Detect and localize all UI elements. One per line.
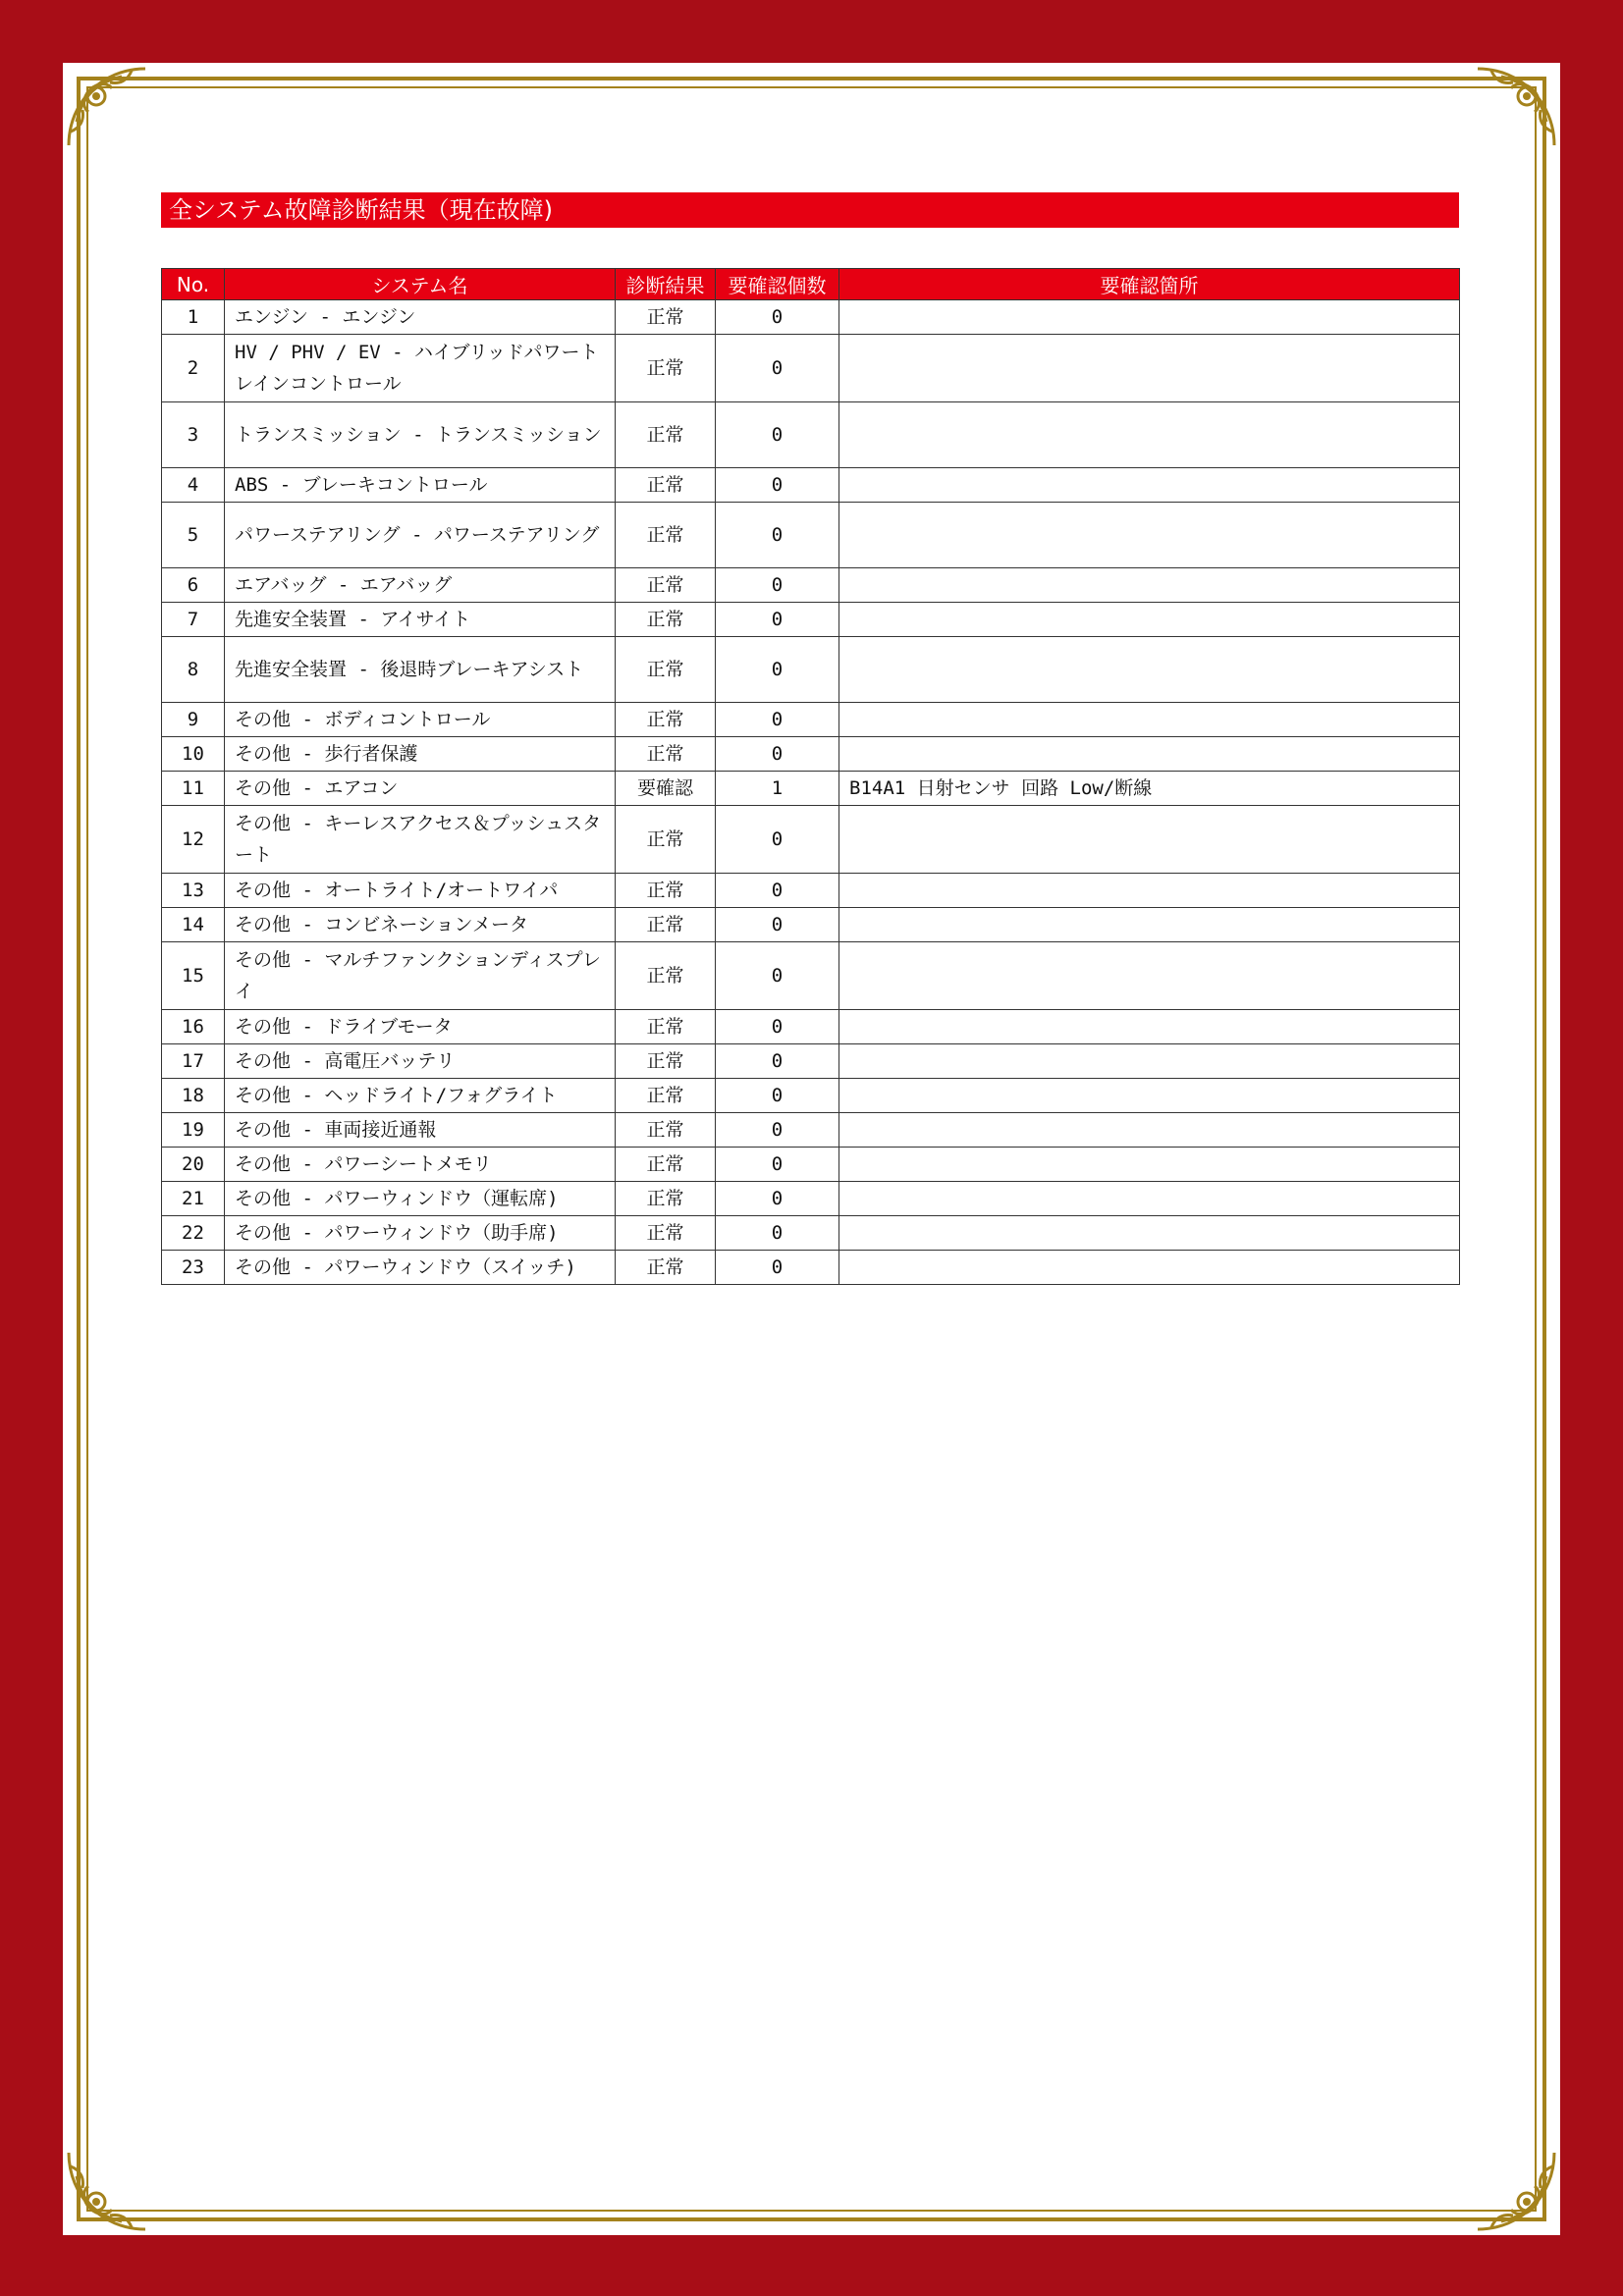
row-no: 4 bbox=[162, 468, 225, 503]
row-count: 0 bbox=[716, 874, 839, 908]
table-row bbox=[162, 772, 1460, 806]
row-no: 10 bbox=[162, 737, 225, 772]
row-result: 正常 bbox=[616, 1148, 716, 1182]
table-row bbox=[162, 1216, 1460, 1251]
row-location bbox=[839, 703, 1460, 737]
table-row bbox=[162, 1251, 1460, 1285]
row-location bbox=[839, 1182, 1460, 1216]
row-count: 0 bbox=[716, 1010, 839, 1044]
row-system: 先進安全装置 - アイサイト bbox=[225, 603, 616, 637]
row-result: 正常 bbox=[616, 1216, 716, 1251]
row-location bbox=[839, 1010, 1460, 1044]
corner-ornament-icon bbox=[1472, 2147, 1560, 2235]
row-no: 5 bbox=[162, 503, 225, 568]
table-row bbox=[162, 1044, 1460, 1079]
row-location bbox=[839, 1216, 1460, 1251]
row-result: 要確認 bbox=[616, 772, 716, 806]
row-no: 1 bbox=[162, 300, 225, 335]
row-count: 0 bbox=[716, 503, 839, 568]
row-result: 正常 bbox=[616, 1079, 716, 1113]
row-system: その他 - キーレスアクセス＆プッシュスタート bbox=[225, 806, 616, 874]
table-row bbox=[162, 300, 1460, 335]
table-header-row bbox=[162, 269, 1460, 300]
row-location bbox=[839, 603, 1460, 637]
row-count: 0 bbox=[716, 402, 839, 468]
row-no: 18 bbox=[162, 1079, 225, 1113]
row-no: 6 bbox=[162, 568, 225, 603]
row-location bbox=[839, 335, 1460, 402]
row-system: その他 - パワーウィンドウ（運転席) bbox=[225, 1182, 616, 1216]
row-result: 正常 bbox=[616, 300, 716, 335]
row-result: 正常 bbox=[616, 568, 716, 603]
row-result: 正常 bbox=[616, 874, 716, 908]
row-count: 0 bbox=[716, 1113, 839, 1148]
row-system: 先進安全装置 - 後退時ブレーキアシスト bbox=[225, 637, 616, 703]
report-title: 全システム故障診断結果（現在故障) bbox=[161, 192, 1459, 228]
row-count: 1 bbox=[716, 772, 839, 806]
row-location bbox=[839, 568, 1460, 603]
report-sheet bbox=[63, 63, 1560, 2235]
header-system: システム名 bbox=[225, 269, 616, 300]
row-system: その他 - 高電圧バッテリ bbox=[225, 1044, 616, 1079]
row-result: 正常 bbox=[616, 1182, 716, 1216]
row-count: 0 bbox=[716, 603, 839, 637]
row-location bbox=[839, 300, 1460, 335]
row-system: その他 - 車両接近通報 bbox=[225, 1113, 616, 1148]
row-location bbox=[839, 468, 1460, 503]
row-system: エンジン - エンジン bbox=[225, 300, 616, 335]
row-no: 7 bbox=[162, 603, 225, 637]
table-row bbox=[162, 1079, 1460, 1113]
table-row bbox=[162, 335, 1460, 402]
row-no: 8 bbox=[162, 637, 225, 703]
corner-ornament-icon bbox=[63, 2147, 151, 2235]
table-row bbox=[162, 637, 1460, 703]
row-location bbox=[839, 1148, 1460, 1182]
table-row bbox=[162, 468, 1460, 503]
row-count: 0 bbox=[716, 1044, 839, 1079]
table-row bbox=[162, 402, 1460, 468]
row-location bbox=[839, 806, 1460, 874]
row-no: 21 bbox=[162, 1182, 225, 1216]
row-no: 19 bbox=[162, 1113, 225, 1148]
row-location bbox=[839, 1044, 1460, 1079]
row-result: 正常 bbox=[616, 703, 716, 737]
row-result: 正常 bbox=[616, 503, 716, 568]
row-result: 正常 bbox=[616, 1044, 716, 1079]
row-system: その他 - パワーウィンドウ（助手席) bbox=[225, 1216, 616, 1251]
row-no: 14 bbox=[162, 908, 225, 942]
header-count: 要確認個数 bbox=[716, 269, 839, 300]
row-count: 0 bbox=[716, 942, 839, 1010]
row-no: 13 bbox=[162, 874, 225, 908]
corner-ornament-icon bbox=[63, 63, 151, 151]
row-result: 正常 bbox=[616, 1113, 716, 1148]
row-system: その他 - ドライブモータ bbox=[225, 1010, 616, 1044]
row-count: 0 bbox=[716, 806, 839, 874]
row-system: その他 - マルチファンクションディスプレイ bbox=[225, 942, 616, 1010]
row-result: 正常 bbox=[616, 402, 716, 468]
row-location bbox=[839, 942, 1460, 1010]
row-location bbox=[839, 1113, 1460, 1148]
row-result: 正常 bbox=[616, 468, 716, 503]
row-result: 正常 bbox=[616, 737, 716, 772]
row-no: 22 bbox=[162, 1216, 225, 1251]
row-result: 正常 bbox=[616, 1251, 716, 1285]
row-no: 23 bbox=[162, 1251, 225, 1285]
row-count: 0 bbox=[716, 703, 839, 737]
row-system: HV / PHV / EV - ハイブリッドパワートレインコントロール bbox=[225, 335, 616, 402]
corner-ornament-icon bbox=[1472, 63, 1560, 151]
table-row bbox=[162, 1148, 1460, 1182]
table-row bbox=[162, 603, 1460, 637]
row-location: B14A1 日射センサ 回路 Low/断線 bbox=[839, 772, 1460, 806]
row-count: 0 bbox=[716, 1251, 839, 1285]
row-location bbox=[839, 637, 1460, 703]
header-no: No. bbox=[162, 269, 225, 300]
table-row bbox=[162, 503, 1460, 568]
row-count: 0 bbox=[716, 468, 839, 503]
row-system: その他 - オートライト/オートワイパ bbox=[225, 874, 616, 908]
row-count: 0 bbox=[716, 1182, 839, 1216]
table-row bbox=[162, 703, 1460, 737]
row-location bbox=[839, 874, 1460, 908]
row-result: 正常 bbox=[616, 908, 716, 942]
row-location bbox=[839, 1251, 1460, 1285]
row-count: 0 bbox=[716, 1148, 839, 1182]
row-location bbox=[839, 503, 1460, 568]
row-no: 11 bbox=[162, 772, 225, 806]
row-count: 0 bbox=[716, 568, 839, 603]
row-system: その他 - ボディコントロール bbox=[225, 703, 616, 737]
row-no: 9 bbox=[162, 703, 225, 737]
header-location: 要確認箇所 bbox=[839, 269, 1460, 300]
row-location bbox=[839, 402, 1460, 468]
row-count: 0 bbox=[716, 737, 839, 772]
row-no: 16 bbox=[162, 1010, 225, 1044]
row-location bbox=[839, 1079, 1460, 1113]
row-no: 20 bbox=[162, 1148, 225, 1182]
table-row bbox=[162, 874, 1460, 908]
table-row bbox=[162, 908, 1460, 942]
table-row bbox=[162, 1010, 1460, 1044]
row-result: 正常 bbox=[616, 637, 716, 703]
row-system: その他 - パワーシートメモリ bbox=[225, 1148, 616, 1182]
row-system: その他 - パワーウィンドウ（スイッチ) bbox=[225, 1251, 616, 1285]
row-system: その他 - 歩行者保護 bbox=[225, 737, 616, 772]
row-system: ABS - ブレーキコントロール bbox=[225, 468, 616, 503]
row-count: 0 bbox=[716, 908, 839, 942]
table-row bbox=[162, 737, 1460, 772]
row-location bbox=[839, 737, 1460, 772]
row-location bbox=[839, 908, 1460, 942]
row-system: その他 - ヘッドライト/フォグライト bbox=[225, 1079, 616, 1113]
row-count: 0 bbox=[716, 335, 839, 402]
row-result: 正常 bbox=[616, 1010, 716, 1044]
row-result: 正常 bbox=[616, 806, 716, 874]
row-result: 正常 bbox=[616, 335, 716, 402]
row-no: 17 bbox=[162, 1044, 225, 1079]
row-no: 12 bbox=[162, 806, 225, 874]
table-row bbox=[162, 568, 1460, 603]
row-system: エアバッグ - エアバッグ bbox=[225, 568, 616, 603]
table-row bbox=[162, 1182, 1460, 1216]
table-row bbox=[162, 1113, 1460, 1148]
row-count: 0 bbox=[716, 300, 839, 335]
table-row bbox=[162, 806, 1460, 874]
row-system: その他 - エアコン bbox=[225, 772, 616, 806]
row-system: その他 - コンビネーションメータ bbox=[225, 908, 616, 942]
row-result: 正常 bbox=[616, 942, 716, 1010]
header-result: 診断結果 bbox=[616, 269, 716, 300]
diagnosis-table bbox=[161, 268, 1460, 1285]
row-no: 15 bbox=[162, 942, 225, 1010]
row-system: トランスミッション - トランスミッション bbox=[225, 402, 616, 468]
row-system: パワーステアリング - パワーステアリング bbox=[225, 503, 616, 568]
table-row bbox=[162, 942, 1460, 1010]
row-no: 2 bbox=[162, 335, 225, 402]
row-no: 3 bbox=[162, 402, 225, 468]
row-count: 0 bbox=[716, 1216, 839, 1251]
row-result: 正常 bbox=[616, 603, 716, 637]
row-count: 0 bbox=[716, 637, 839, 703]
row-count: 0 bbox=[716, 1079, 839, 1113]
